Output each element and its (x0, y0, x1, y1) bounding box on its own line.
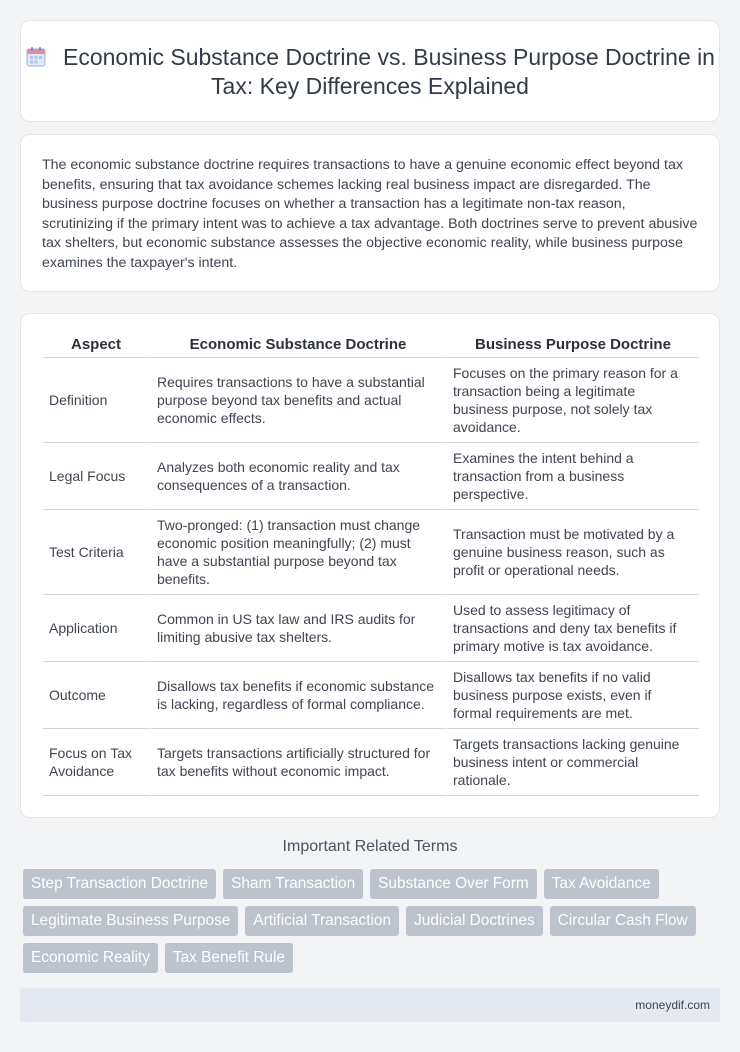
row-business-purpose: Focuses on the primary reason for a transaction being a legitimate business purpose, not solely tax avoidance. (445, 358, 699, 443)
comparison-table-card (20, 313, 720, 818)
row-aspect: Legal Focus (43, 443, 149, 510)
row-economic-substance: Requires transactions to have a substantial purpose beyond tax benefits and actual economic effects. (149, 358, 445, 443)
row-economic-substance: Disallows tax benefits if economic substance is lacking, regardless of formal compliance. (149, 662, 445, 729)
row-economic-substance: Two-pronged: (1) transaction must change economic position meaningfully; (2) must have a substantial purpose beyond tax benefits. (149, 510, 445, 595)
related-term-tag[interactable]: Step Transaction Doctrine (23, 869, 216, 899)
related-term-tag[interactable]: Tax Avoidance (544, 869, 659, 899)
related-term-tag[interactable]: Judicial Doctrines (406, 906, 543, 936)
related-terms-heading: Important Related Terms (282, 838, 458, 855)
table-row (43, 662, 699, 729)
table-row (43, 729, 699, 796)
row-aspect: Focus on Tax Avoidance (43, 729, 149, 796)
related-term-tag[interactable]: Circular Cash Flow (550, 906, 696, 936)
row-aspect: Definition (43, 358, 149, 443)
related-terms-list (23, 869, 703, 973)
related-term-tag[interactable]: Substance Over Form (370, 869, 537, 899)
header-card (20, 20, 720, 122)
related-term-tag[interactable]: Artificial Transaction (245, 906, 399, 936)
page-title-wrap (21, 43, 719, 101)
related-term-tag[interactable]: Legitimate Business Purpose (23, 906, 238, 936)
related-term-tag[interactable]: Tax Benefit Rule (165, 943, 293, 973)
intro-paragraph: The economic substance doctrine requires transactions to have a genuine economic effect beyond tax benefits, ensuring that tax avoidance schemes lacking real business impact are disregarded. The business purpose doctrine focuses on whether a transaction has a legitimate non-tax reason, scrutinizing if the primary intent was to achieve a tax advantage. Both doctrines serve to prevent abusive tax shelters, but economic substance assesses the objective economic reality, while business purpose examines the taxpayer's intent. (42, 157, 698, 271)
row-business-purpose: Disallows tax benefits if no valid business purpose exists, even if formal requirements are met. (445, 662, 699, 729)
header-economic-substance: Economic Substance Doctrine (149, 332, 445, 358)
table-header-row (43, 332, 699, 358)
related-term-tag[interactable]: Economic Reality (23, 943, 158, 973)
intro-card (20, 134, 720, 292)
row-business-purpose: Transaction must be motivated by a genuine business reason, such as profit or operational needs. (445, 510, 699, 595)
row-business-purpose: Used to assess legitimacy of transactions and deny tax benefits if primary motive is tax avoidance. (445, 595, 699, 662)
related-term-tag[interactable]: Sham Transaction (223, 869, 363, 899)
header-business-purpose: Business Purpose Doctrine (445, 332, 699, 358)
page-title: Economic Substance Doctrine vs. Business Purpose Doctrine in Tax: Key Differences Explained (63, 44, 715, 99)
row-business-purpose: Targets transactions lacking genuine business intent or commercial rationale. (445, 729, 699, 796)
table-row (43, 358, 699, 443)
header-aspect: Aspect (43, 332, 149, 358)
row-economic-substance: Analyzes both economic reality and tax consequences of a transaction. (149, 443, 445, 510)
row-economic-substance: Common in US tax law and IRS audits for limiting abusive tax shelters. (149, 595, 445, 662)
row-aspect: Application (43, 595, 149, 662)
table-row (43, 510, 699, 595)
row-aspect: Outcome (43, 662, 149, 729)
footer (20, 988, 720, 1022)
table-row (43, 443, 699, 510)
comparison-table (43, 332, 699, 796)
footer-site-link[interactable]: moneydif.com (635, 998, 710, 1012)
row-aspect: Test Criteria (43, 510, 149, 595)
calendar-icon (25, 46, 47, 68)
row-business-purpose: Examines the intent behind a transaction from a business perspective. (445, 443, 699, 510)
table-row (43, 595, 699, 662)
row-economic-substance: Targets transactions artificially structured for tax benefits without economic impact. (149, 729, 445, 796)
